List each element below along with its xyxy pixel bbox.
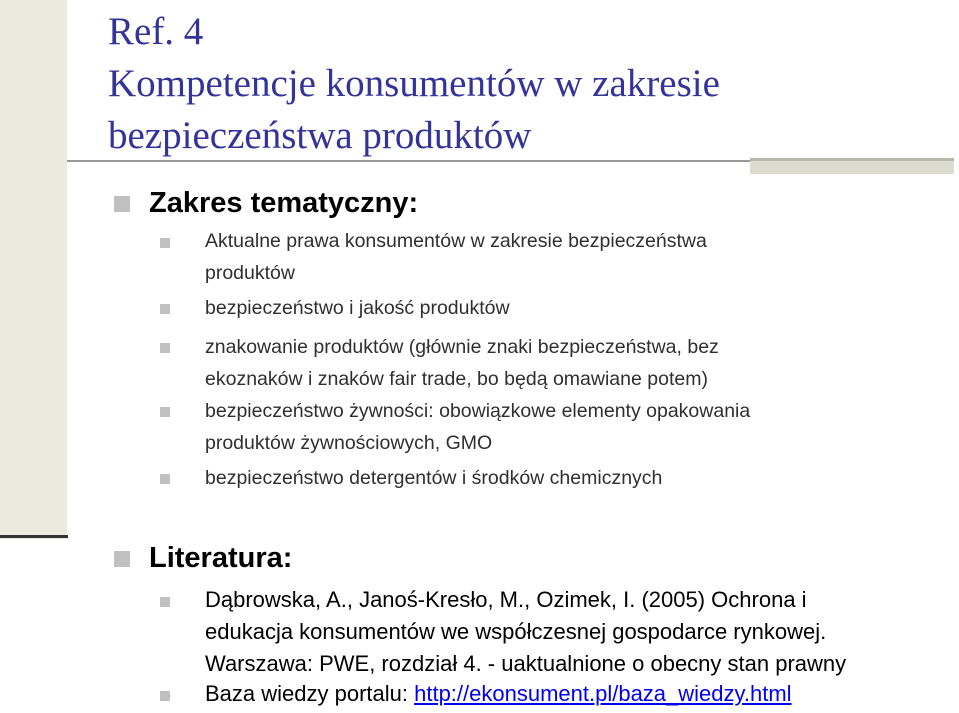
- bullet-icon: [160, 343, 170, 353]
- list-item: [205, 226, 707, 289]
- list-item-line: bezpieczeństwo i jakość produktów: [205, 297, 510, 319]
- slide-title-line-3: bezpieczeństwa produktów: [108, 114, 532, 157]
- list-item: [205, 332, 719, 395]
- list-item-line: bezpieczeństwo detergentów i środków chemicznych: [205, 467, 663, 489]
- bullet-icon: [160, 597, 170, 607]
- section-heading-topics: Zakres tematyczny:: [149, 187, 419, 219]
- slide-title: [108, 6, 948, 162]
- section-bullet-icon: [114, 196, 130, 212]
- list-item: [205, 463, 662, 495]
- bullet-icon: [160, 407, 170, 417]
- list-item-line: Warszawa: PWE, rozdział 4. - uaktualnione o obecny stan prawny: [205, 651, 847, 676]
- bullet-icon: [160, 304, 170, 314]
- list-item-line: ekoznaków i znaków fair trade, bo będą omawiane potem): [205, 367, 708, 390]
- knowledge-base-link[interactable]: http://ekonsument.pl/baza_wiedzy.html: [414, 681, 792, 706]
- left-bar-rule: [0, 535, 68, 538]
- list-item: [205, 678, 792, 710]
- list-item-line: bezpieczeństwo żywności: obowiązkowe elementy opakowania: [205, 400, 751, 422]
- list-item-line: Aktualne prawa konsumentów w zakresie bezpieczeństwa: [205, 230, 707, 252]
- section-heading-literature: Literatura:: [149, 542, 293, 574]
- list-item-line: edukacja konsumentów we współczesnej gospodarce rynkowej.: [205, 619, 827, 644]
- slide-title-line-2: Kompetencje konsumentów w zakresie: [108, 62, 720, 105]
- list-item: [205, 396, 750, 459]
- title-divider: [67, 160, 750, 162]
- list-item-line: produktów żywnościowych, GMO: [205, 431, 493, 454]
- list-item-line: Dąbrowska, A., Janoś-Kresło, M., Ozimek, I. (2005) Ochrona i: [205, 587, 807, 612]
- bullet-icon: [160, 474, 170, 484]
- list-item: [205, 584, 846, 680]
- section-bullet-icon: [114, 551, 130, 567]
- left-decorative-bar: [0, 0, 67, 539]
- bullet-icon: [160, 238, 170, 248]
- list-item: [205, 293, 510, 325]
- list-item-line: znakowanie produktów (głównie znaki bezpieczeństwa, bez: [205, 336, 719, 358]
- bullet-icon: [160, 691, 170, 701]
- slide-title-line-1: Ref. 4: [108, 10, 204, 53]
- list-item-line: produktów: [205, 261, 295, 284]
- list-item-prefix: Baza wiedzy portalu:: [205, 681, 415, 706]
- title-divider-accent: [750, 158, 954, 174]
